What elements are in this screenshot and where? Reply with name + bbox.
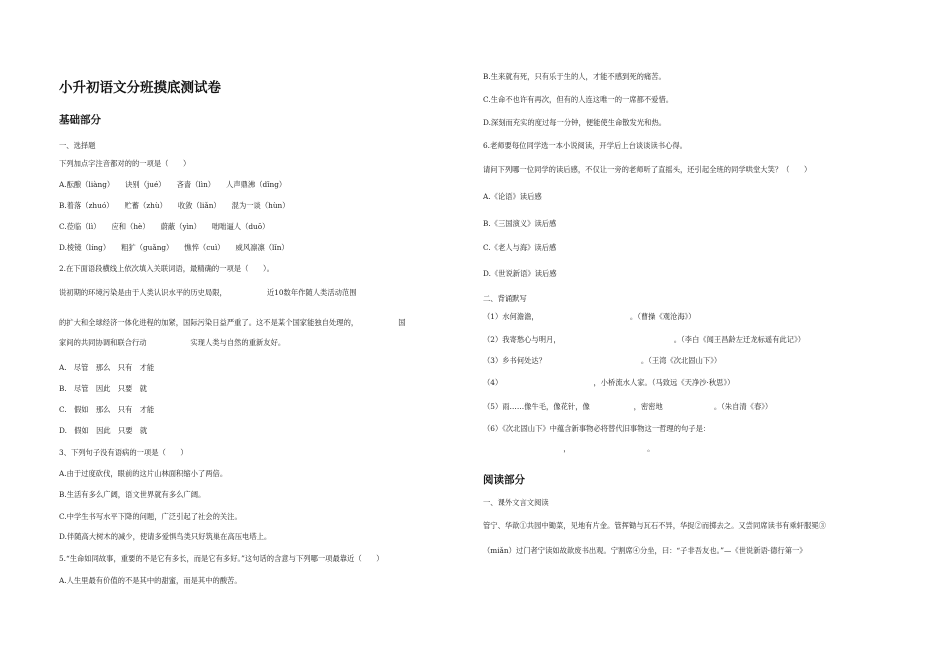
question-line: 2.在下面语段横线上依次填入关联词语，最精确的一项是（ ）。: [59, 264, 274, 273]
section-heading-basics: 基础部分: [59, 114, 101, 126]
question-line: 家间的共同协调和联合行动 实现人类与自然的重新友好。: [59, 338, 286, 347]
question-line: B.生活有多么广阔，语文世界就有多么广阔。: [59, 490, 206, 499]
question-line: （6）《次北固山下》中蕴含新事物必将替代旧事物这一哲理的句子是：: [483, 424, 711, 433]
question-line: B.着落（zhuó） 贮蓄（zhù） 收敛（liǎn） 混为一谈（hùn）: [59, 201, 290, 210]
reading-line: （miǎn）过门者宁读如故歆废书出观。宁割席④分坐，曰：“子非吾友也。”—《世说新语·德行第一》: [483, 546, 807, 555]
question-line: 5.“生命如同故事，重要的不是它有多长，而是它有多好。”这句话的含意与下列哪一项最靠近（ ）: [59, 554, 384, 563]
question-line: 一、选择题: [59, 141, 96, 150]
section-heading-reading: 阅读部分: [483, 474, 525, 486]
question-line: A. 尽管 那么 只有 才能: [59, 363, 155, 372]
question-line: C.生命不也许有再次，但有的人连这唯一的一席都不爱惜。: [483, 95, 674, 104]
question-line: B.生来就有死，只有乐于生的人，才能不感到死的痛苦。: [483, 72, 666, 81]
question-line: C.中学生书写水平下降的问题，广泛引起了社会的关注。: [59, 512, 242, 521]
question-line: ， 。: [483, 444, 655, 453]
question-line: B.《三国演义》读后感: [483, 219, 557, 228]
question-line: （1）水何澹澹， 。（曹操《观沧海》）: [483, 312, 696, 321]
question-line: （4） ，小桥流水人家。（马致远《天净沙·秋思》）: [483, 378, 735, 387]
reading-line: 管宁、华歆①共园中锄菜，见地有片金。管挥锄与瓦石不异，华捉②而掷去之。又尝同席读书有乘轩服冕③: [483, 521, 826, 530]
question-line: 3、下列句子没有语病的一项是（ ）: [59, 448, 188, 457]
question-line: D.棱镜（líng） 粗犷（guǎng） 憔悴（cuì） 威风凛凛（lǐn）: [59, 243, 289, 252]
question-line: C.莅临（lì） 应和（hè） 蔚蔽（yìn） 咄咄逼人（duō）: [59, 222, 270, 231]
question-line: 请问下列哪一位同学的读后感，不仅让一旁的老师听了直摇头，还引起全班的同学哄堂大笑？（ ）: [483, 165, 812, 174]
question-line: A.《论语》读后感: [483, 192, 542, 201]
right-column: [475, 0, 950, 671]
question-line: D.深刻而充实的度过每一分钟，便能使生命散发光和热。: [483, 118, 667, 127]
question-line: 说初期的环境污染是由于人类认识水平的历史局限， 近10数年作随人类活动范围: [59, 288, 357, 297]
question-line: （2）我寄愁心与明月， 。（李白《闻王昌龄左迁龙标遥有此记》）: [483, 335, 806, 344]
question-line: 6.老师要每位同学选一本小说阅读，开学后上台谈谈读书心得。: [483, 141, 687, 150]
question-line: D.伴随高大树木的减少，使请多爱惧鸟类只好筑巢在高压电塔上。: [59, 532, 272, 541]
question-line: B. 尽管 因此 只要 就: [59, 384, 147, 393]
question-line: 的扩大和全球经济一体化进程的加紧，国际污染日益严重了。这不是某个国家能独自处理的， 国: [59, 318, 406, 327]
question-line: C. 假如 那么 只有 才能: [59, 405, 155, 414]
question-line: 下列加点字注音都对的的一项是（ ）: [59, 159, 191, 168]
question-line: A.人生里最有价值的不是其中的甜蜜，而是其中的酸苦。: [59, 576, 242, 585]
question-line: 二、背诵默写: [483, 294, 527, 303]
reading-line: 一、课外文言文阅读: [483, 498, 549, 507]
page-title: 小升初语文分班摸底测试卷: [59, 80, 221, 96]
question-line: A.酝酿（liàng） 诀别（jué） 吝啬（lìn） 人声鼎沸（dǐng）: [59, 180, 287, 189]
question-line: （5）雨……像牛毛，像花针，像 ，密密地 。（朱自清《春》）: [483, 402, 773, 411]
question-line: D.《世说新语》读后感: [483, 269, 557, 278]
question-line: A.由于过度砍伐，眼前的这片山林面积缩小了两倍。: [59, 469, 228, 478]
question-line: （3）乡书何处达？ 。（王湾《次北固山下》）: [483, 356, 722, 365]
question-line: C.《老人与海》读后感: [483, 243, 557, 252]
question-line: D. 假如 因此 只要 就: [59, 426, 148, 435]
